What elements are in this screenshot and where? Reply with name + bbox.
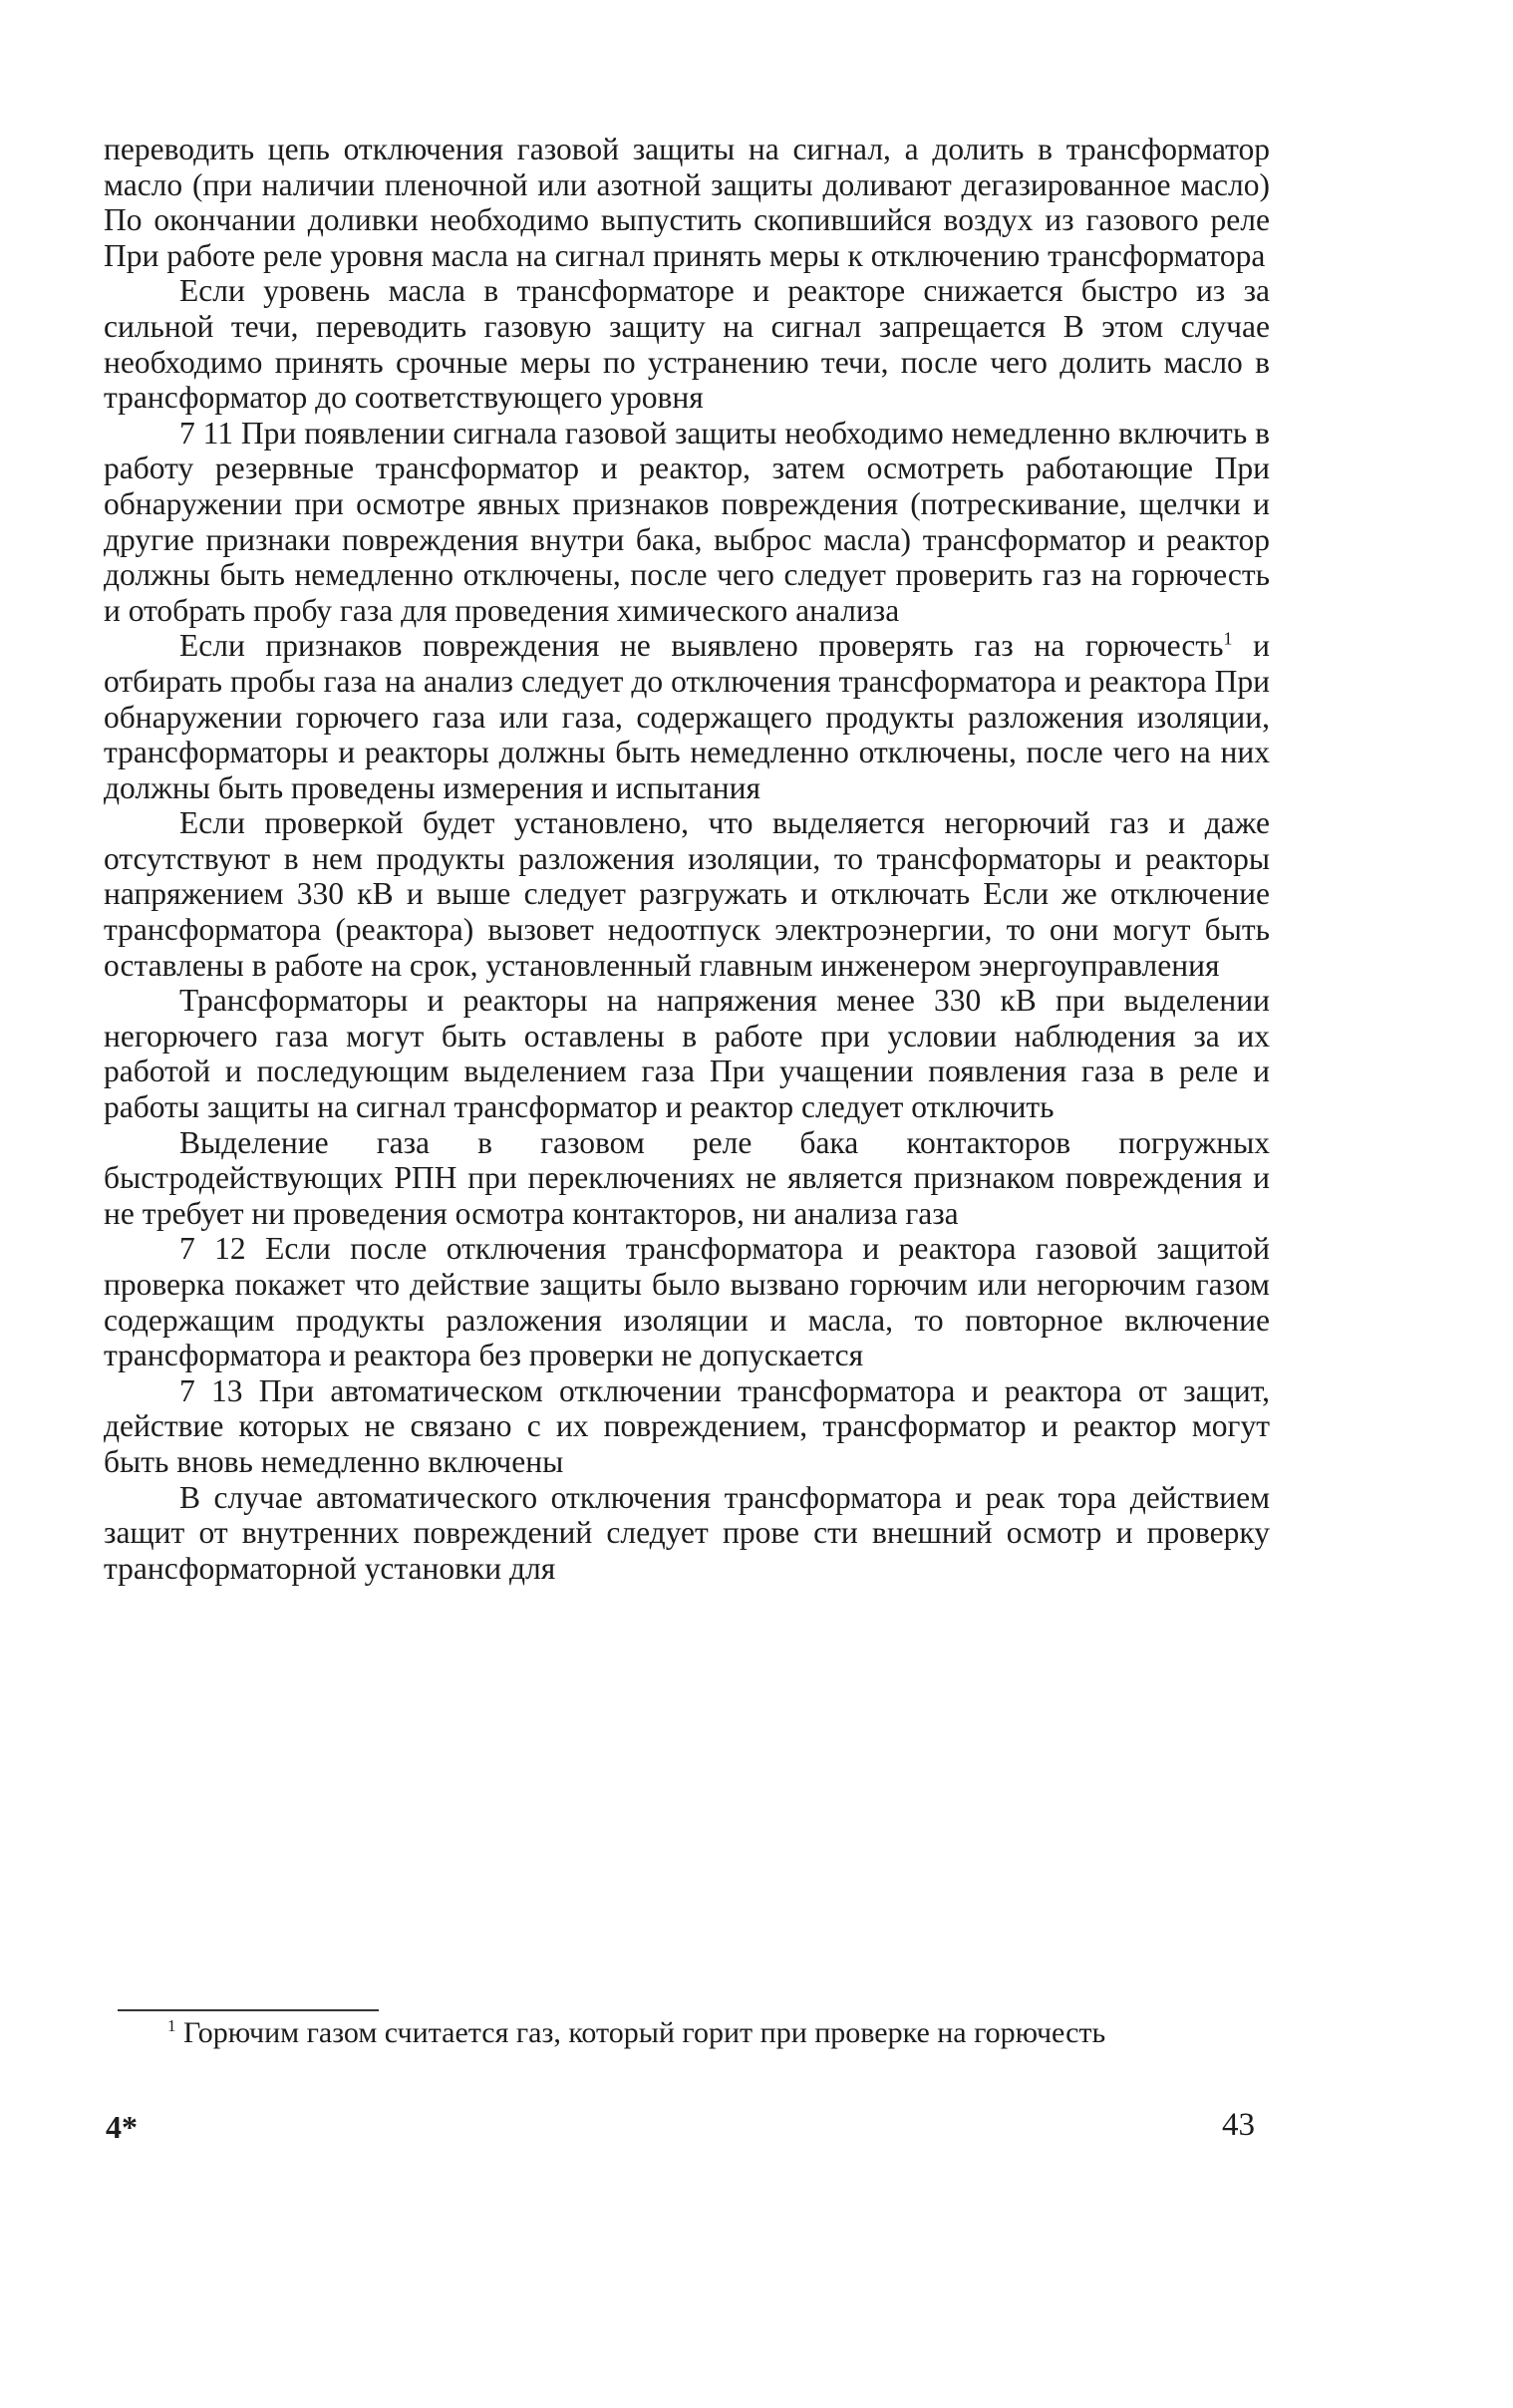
- paragraph-1: переводить цепь отключения газовой защиты на сигнал, а долить в трансформатор масло (при наличии пленочной или азотной защиты доливают дегазированное масло) По окончании доливки необходимо выпустить скопившийся воздух из газового реле При работе реле уровня масла на сигнал принять меры к отключению трансформатора: [104, 132, 1270, 273]
- footnote-divider: [118, 2009, 379, 2011]
- paragraph-7: Выделение газа в газовом реле бака контакторов погружных быстродействующих РПН при переключениях не является признаком повреждения и не требует ни проведения осмотра контакторов, ни анализа газа: [104, 1124, 1270, 1231]
- footnote-mark: 1: [167, 2016, 176, 2035]
- paragraph-4: [104, 628, 1270, 805]
- paragraph-4-text-a: Если признаков повреждения не выявлено проверять газ на горючесть: [179, 628, 1224, 664]
- printer-signature-mark: 4*: [106, 2109, 138, 2145]
- page-body: [104, 132, 1270, 1586]
- paragraph-4-text-b: и отбирать пробы газа на анализ следует до отключения трансформатора и реактора При обнаружении горючего газа или газа, содержащего продукты разложения изоляции, трансформаторы и реакторы должны быть немедленно отключены, после чего на них должны быть проведены измерения и испытания: [104, 628, 1271, 805]
- paragraph-8-section-7-12: 7 12 Если после отключения трансформатора и реактора газовой защитой проверка покажет что действие защиты было вызвано горючим или негорючим газом содержащим продукты разложения изоляции и масла, то повторное включение трансформатора и реактора без проверки не допускается: [104, 1231, 1270, 1373]
- paragraph-3-section-7-11: 7 11 При появлении сигнала газовой защиты необходимо немедленно включить в работу резервные трансформатор и реактор, затем осмотреть работающие При обнаружении при осмотре явных признаков повреждения (потрескивание, щелчки и другие признаки повреждения внутри бака, выброс масла) трансформатор и реактор должны быть немедленно отключены, после чего следует проверить газ на горючесть и отобрать пробу газа для проведения химического анализа: [104, 415, 1270, 628]
- footnote-text: Горючим газом считается газ, который горит при проверке на горючесть: [175, 2016, 1106, 2049]
- paragraph-6: Трансформаторы и реакторы на напряжения менее 330 кВ при выделении негорючего газа могут быть оставлены в работе при условии наблюдения за их работой и последующим выделением газа При учащении появления газа в реле и работы защиты на сигнал трансформатор и реактор следует отключить: [104, 983, 1270, 1125]
- paragraph-9-section-7-13: 7 13 При автоматическом отключении трансформатора и реактора от защит, действие которых не связано с их повреждением, трансформатор и реактор могут быть вновь немедленно включены: [104, 1372, 1270, 1479]
- paragraph-5: Если проверкой будет установлено, что выделяется негорючий газ и даже отсутствуют в нем продукты разложения изоляции, то трансформаторы и реакторы напряжением 330 кВ и выше следует разгружать и отключать Если же отключение трансформатора (реактора) вызовет недоотпуск электроэнергии, то они могут быть оставлены в работе на срок, установленный главным инженером энергоуправления: [104, 805, 1270, 983]
- page-number: 43: [1222, 2107, 1255, 2143]
- footnote-reference: 1: [1223, 628, 1233, 649]
- footnote: [104, 2015, 1270, 2051]
- paragraph-10: В случае автоматического отключения трансформатора и реак тора действием защит от внутренних повреждений следует прове сти внешний осмотр и проверку трансформаторной установки для: [104, 1479, 1270, 1586]
- paragraph-2: Если уровень масла в трансформаторе и реакторе снижается быстро из за сильной течи, переводить газовую защиту на сигнал запрещается В этом случае необходимо принять срочные меры по устранению течи, после чего долить масло в трансформатор до соответствующего уровня: [104, 273, 1270, 416]
